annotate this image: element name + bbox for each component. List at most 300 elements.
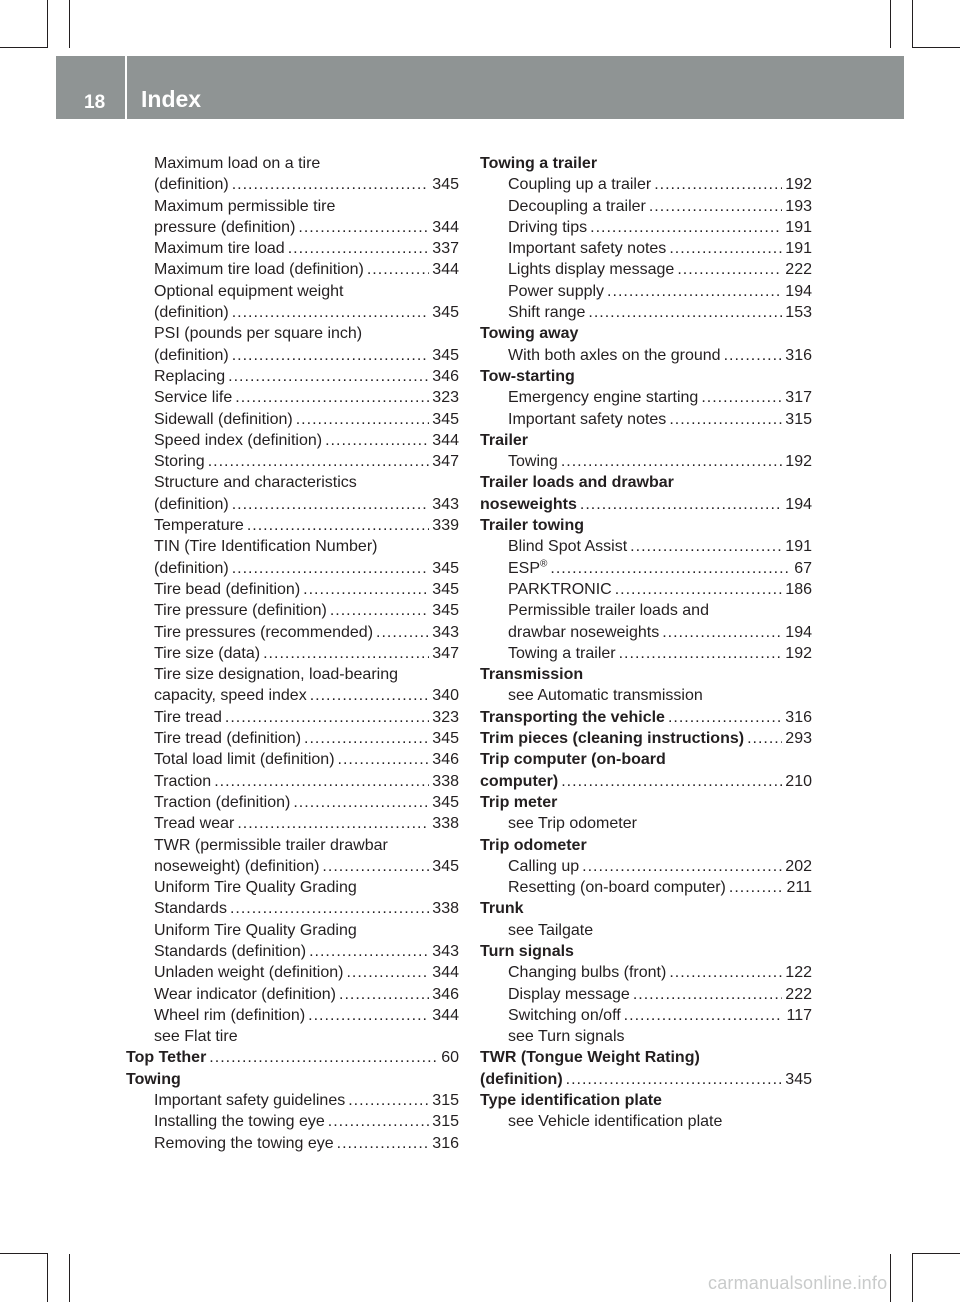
index-entry-page: 345 — [785, 1070, 812, 1088]
index-entry — [480, 196, 812, 217]
index-entry-text — [154, 281, 343, 302]
dot-leader — [230, 898, 429, 919]
index-entry — [480, 366, 812, 387]
dot-leader — [296, 409, 430, 430]
index-entry-text — [480, 472, 674, 493]
index-entry-label: Wear indicator (definition) — [154, 985, 337, 1003]
index-entry-text — [154, 792, 290, 813]
dot-leader — [566, 1069, 783, 1090]
index-entry — [480, 323, 812, 344]
index-entry — [480, 920, 812, 941]
index-entry — [126, 259, 459, 280]
dot-leader — [225, 707, 429, 728]
index-entry-text — [154, 707, 222, 728]
index-entry-text — [508, 302, 585, 323]
index-entry-page: 345 — [432, 559, 459, 577]
index-entry-label: Traction (definition) — [154, 793, 291, 811]
index-entry-page: 191 — [785, 240, 812, 258]
index-entry-text — [508, 238, 666, 259]
index-entry — [126, 1090, 459, 1111]
index-entry-label: Trip odometer — [480, 836, 587, 854]
index-entry — [126, 472, 459, 493]
index-entry-label: noseweights — [480, 495, 577, 513]
index-entry — [480, 1090, 812, 1111]
index-entry-label: Structure and characteristics — [154, 474, 357, 492]
index-entry — [126, 749, 459, 770]
crop-mark — [890, 1254, 891, 1302]
index-entry-page: 191 — [785, 218, 812, 236]
index-entry-text — [154, 579, 300, 600]
index-entry-page: 343 — [432, 942, 459, 960]
index-entry-text — [480, 1090, 662, 1111]
index-entry-page: 193 — [785, 197, 812, 215]
index-entry — [480, 1005, 812, 1026]
dot-leader — [590, 217, 782, 238]
index-entry-label: Tire pressure (definition) — [154, 602, 327, 620]
index-entry-text — [480, 153, 597, 174]
index-entry-label: Service life — [154, 389, 233, 407]
index-entry-page: 346 — [432, 985, 459, 1003]
index-entry-label: Important safety notes — [508, 240, 667, 258]
index-entry-label: Storing — [154, 453, 205, 471]
index-entry-label: Tow-starting — [480, 367, 575, 385]
index-entry — [126, 302, 459, 323]
index-entry-page: 194 — [785, 495, 812, 513]
index-entry-page: 345 — [432, 857, 459, 875]
index-entry-label: Decoupling a trailer — [508, 197, 646, 215]
index-entry-page: 343 — [432, 623, 459, 641]
index-entry-page: 338 — [432, 900, 459, 918]
index-entry — [480, 472, 812, 493]
index-entry-text — [508, 345, 721, 366]
dot-leader — [232, 558, 430, 579]
index-entry-label: Standards — [154, 900, 227, 918]
dot-leader — [550, 558, 791, 579]
dot-leader — [348, 1090, 429, 1111]
dot-leader — [561, 451, 782, 472]
index-entry — [126, 536, 459, 557]
index-entry — [480, 984, 812, 1005]
index-entry-label: With both axles on the ground — [508, 346, 721, 364]
index-entry-text — [480, 941, 574, 962]
index-entry — [126, 813, 459, 834]
dot-leader — [228, 366, 429, 387]
index-entry-label: ESP — [508, 559, 541, 577]
index-entry-page: 122 — [785, 964, 812, 982]
index-entry-label: Standards (definition) — [154, 942, 307, 960]
index-entry — [126, 558, 459, 579]
index-entry-label: Switching on/off — [508, 1006, 621, 1024]
watermark: carmanualsonline.info — [708, 1273, 888, 1293]
index-entry-label: Tire bead (definition) — [154, 580, 301, 598]
crop-mark — [0, 1253, 48, 1254]
crop-mark — [912, 1253, 960, 1254]
index-entry-page: 191 — [785, 538, 812, 556]
dot-leader — [630, 536, 782, 557]
dot-leader — [588, 302, 782, 323]
index-entry — [480, 1069, 812, 1090]
index-entry — [480, 387, 812, 408]
index-entry — [480, 877, 812, 898]
index-entry — [480, 1111, 812, 1132]
index-entry — [126, 1069, 459, 1090]
index-entry-text — [508, 558, 547, 579]
index-entry — [126, 494, 459, 515]
crop-mark — [890, 0, 891, 48]
index-entry — [480, 536, 812, 557]
index-entry — [480, 707, 812, 728]
index-entry-label: drawbar noseweights — [508, 623, 660, 641]
index-entry-text — [508, 281, 604, 302]
index-entry-label: Unladen weight (definition) — [154, 964, 344, 982]
index-entry-text — [154, 771, 211, 792]
index-entry-page: 323 — [432, 389, 459, 407]
index-entry-text — [154, 856, 319, 877]
index-entry-page: 345 — [432, 730, 459, 748]
index-entry — [480, 430, 812, 451]
index-entry-label: Turn signals — [480, 942, 574, 960]
index-entry-text — [154, 302, 229, 323]
index-entry — [480, 813, 812, 834]
index-entry-label: (definition) — [154, 559, 229, 577]
dot-leader — [293, 792, 429, 813]
index-column-right — [480, 153, 812, 1133]
index-entry-text — [154, 1111, 325, 1132]
index-entry-text — [154, 1005, 305, 1026]
index-entry — [480, 558, 812, 579]
index-entry-label: Driving tips — [508, 218, 588, 236]
index-entry-text — [154, 1026, 238, 1047]
index-entry-page: 347 — [432, 453, 459, 471]
index-entry-text — [508, 962, 666, 983]
index-entry-label: Towing — [126, 1070, 181, 1088]
dot-leader — [208, 451, 430, 472]
crop-mark — [69, 0, 70, 48]
index-entry-label: Blind Spot Assist — [508, 538, 628, 556]
index-entry-text — [508, 920, 593, 941]
index-entry-text — [508, 196, 646, 217]
index-entry — [126, 600, 459, 621]
index-entry-text — [154, 962, 343, 983]
index-entry-label: Trailer towing — [480, 517, 585, 535]
index-entry — [480, 238, 812, 259]
index-entry-text — [508, 174, 651, 195]
index-entry-page: 345 — [432, 602, 459, 620]
index-entry-text — [154, 217, 295, 238]
index-entry-page: 344 — [432, 261, 459, 279]
index-entry-text — [508, 409, 666, 430]
index-entry-label: Speed index (definition) — [154, 431, 323, 449]
index-entry-label: (definition) — [154, 346, 229, 364]
index-entry-label: (definition) — [154, 304, 229, 322]
index-entry — [480, 515, 812, 536]
index-entry — [480, 962, 812, 983]
index-entry-label: Trip meter — [480, 793, 558, 811]
index-entry — [480, 771, 812, 792]
index-entry-text — [508, 1111, 722, 1132]
index-entry-page: 317 — [785, 389, 812, 407]
index-entry-page: 344 — [432, 1006, 459, 1024]
index-column-left — [126, 153, 459, 1154]
index-entry — [126, 941, 459, 962]
index-entry-text — [508, 856, 579, 877]
index-entry — [480, 153, 812, 174]
index-entry-label: (definition) — [480, 1070, 563, 1088]
index-entry-text — [154, 813, 234, 834]
index-entry-text — [480, 366, 575, 387]
index-entry — [126, 409, 459, 430]
index-entry-page: 344 — [432, 218, 459, 236]
index-entry-label: Important safety notes — [508, 410, 667, 428]
index-entry-text — [154, 685, 307, 706]
index-entry-page: 60 — [441, 1049, 459, 1067]
index-entry-page: 345 — [432, 176, 459, 194]
dot-leader — [346, 962, 429, 983]
index-entry-text — [480, 1069, 563, 1090]
index-entry — [480, 622, 812, 643]
dot-leader — [729, 877, 784, 898]
dot-leader — [580, 494, 782, 515]
dot-leader — [232, 345, 430, 366]
index-entry-label: (definition) — [154, 176, 229, 194]
header-divider — [125, 56, 127, 119]
index-entry-text — [508, 984, 630, 1005]
index-entry-page: 192 — [785, 176, 812, 194]
dot-leader — [232, 302, 430, 323]
index-entry-label: Tire size (data) — [154, 644, 261, 662]
index-entry-text — [154, 941, 306, 962]
index-entry-label: noseweight) (definition) — [154, 857, 320, 875]
index-entry-page: 202 — [785, 857, 812, 875]
dot-leader — [376, 622, 429, 643]
index-entry-page: 340 — [432, 687, 459, 705]
index-entry-text — [480, 1047, 700, 1068]
index-entry-text — [480, 771, 558, 792]
index-entry — [126, 898, 459, 919]
index-entry-label: Emergency engine starting — [508, 389, 699, 407]
index-entry-label: Maximum permissible tire — [154, 197, 336, 215]
index-entry-label: Towing — [508, 453, 558, 471]
index-entry-text — [508, 579, 612, 600]
index-entry-text — [154, 835, 388, 856]
index-entry — [126, 515, 459, 536]
index-entry — [126, 664, 459, 685]
dot-leader — [669, 409, 782, 430]
dot-leader — [304, 728, 429, 749]
index-entry-text — [508, 622, 659, 643]
index-entry-label: PSI (pounds per square inch) — [154, 325, 363, 343]
dot-leader — [338, 749, 430, 770]
index-entry-label: Replacing — [154, 367, 226, 385]
dot-leader — [339, 984, 429, 1005]
index-entry-text — [154, 643, 260, 664]
index-entry — [480, 345, 812, 366]
dot-leader — [337, 1133, 430, 1154]
index-entry-label: TWR (Tongue Weight Rating) — [480, 1049, 700, 1067]
index-entry-label: Removing the towing eye — [154, 1134, 334, 1152]
dot-leader — [654, 174, 782, 195]
index-entry-text — [508, 1026, 625, 1047]
index-entry-label: see Trip odometer — [508, 815, 637, 833]
index-entry-page: 192 — [785, 644, 812, 662]
index-entry — [480, 1047, 812, 1068]
index-entry-page: 343 — [432, 495, 459, 513]
index-entry-label: Trailer — [480, 431, 529, 449]
index-entry-page: 117 — [786, 1006, 812, 1024]
index-entry-label: Resetting (on-board computer) — [508, 879, 726, 897]
index-entry-text — [154, 536, 377, 557]
index-entry — [480, 281, 812, 302]
index-entry-label: Type identification plate — [480, 1092, 662, 1110]
index-entry — [480, 494, 812, 515]
index-entry-text — [154, 345, 229, 366]
index-entry-label: Uniform Tire Quality Grading — [154, 921, 357, 939]
index-entry-label: see Automatic transmission — [508, 687, 703, 705]
index-entry-page: 338 — [432, 772, 459, 790]
index-entry-page: 67 — [794, 559, 812, 577]
index-entry — [126, 217, 459, 238]
index-entry-label: Towing away — [480, 325, 579, 343]
index-entry-page: 315 — [432, 1113, 459, 1131]
dot-leader — [322, 856, 429, 877]
index-entry-page: 346 — [432, 367, 459, 385]
dot-leader — [624, 1005, 784, 1026]
index-entry-label: Transporting the vehicle — [480, 708, 665, 726]
index-entry-text — [154, 749, 335, 770]
index-entry-label: Temperature — [154, 517, 244, 535]
dot-leader — [619, 643, 783, 664]
index-entry — [480, 792, 812, 813]
index-entry-label: Shift range — [508, 304, 586, 322]
index-entry-text — [508, 451, 558, 472]
index-entry-label: Trailer loads and drawbar — [480, 474, 674, 492]
index-entry-label: Maximum tire load — [154, 240, 285, 258]
index-entry — [126, 707, 459, 728]
page-title: Index — [141, 86, 202, 112]
index-entry — [126, 153, 459, 174]
index-entry-text — [154, 558, 229, 579]
index-entry-text — [126, 1069, 181, 1090]
index-entry-text — [154, 898, 227, 919]
index-entry-text — [154, 728, 301, 749]
index-entry — [480, 835, 812, 856]
dot-leader — [288, 238, 430, 259]
index-entry-page: 347 — [432, 644, 459, 662]
index-entry-label: Towing a trailer — [508, 644, 616, 662]
index-entry-label: Uniform Tire Quality Grading — [154, 879, 357, 897]
index-entry-label: Maximum load on a tire — [154, 155, 321, 172]
index-entry — [480, 302, 812, 323]
index-entry — [480, 941, 812, 962]
index-entry-page: 194 — [785, 282, 812, 300]
index-entry — [126, 174, 459, 195]
index-entry-text — [480, 515, 584, 536]
index-entry — [126, 1005, 459, 1026]
crop-mark — [912, 0, 913, 48]
index-entry-page: 344 — [432, 964, 459, 982]
index-entry-page: 316 — [432, 1134, 459, 1152]
index-entry-label: Maximum tire load (definition) — [154, 261, 364, 279]
dot-leader — [662, 622, 782, 643]
index-entry-label: Trunk — [480, 900, 524, 918]
index-entry-text — [154, 259, 364, 280]
index-entry-text — [154, 409, 293, 430]
index-entry-page: 315 — [432, 1092, 459, 1110]
dot-leader — [298, 217, 429, 238]
registered-mark: ® — [540, 558, 548, 570]
index-entry-label: PARKTRONIC — [508, 580, 612, 598]
dot-leader — [263, 643, 429, 664]
index-entry-text — [154, 1090, 345, 1111]
crop-mark — [69, 1254, 70, 1302]
index-entry-text — [508, 813, 637, 834]
index-entry — [126, 1133, 459, 1154]
dot-leader — [232, 494, 430, 515]
index-entry — [126, 962, 459, 983]
index-entry — [126, 1111, 459, 1132]
index-entry-label: Tire size designation, load-bearing — [154, 666, 398, 684]
dot-leader — [303, 579, 429, 600]
index-entry-text — [508, 536, 627, 557]
index-entry — [126, 622, 459, 643]
index-entry — [480, 579, 812, 600]
index-entry-page: 293 — [785, 730, 812, 748]
index-entry-label: TIN (Tire Identification Number) — [154, 538, 378, 556]
index-entry — [126, 345, 459, 366]
index-entry-text — [480, 898, 524, 919]
dot-leader — [325, 430, 429, 451]
dot-leader — [607, 281, 782, 302]
index-entry-label: Calling up — [508, 857, 580, 875]
index-entry-page: 346 — [432, 751, 459, 769]
dot-leader — [209, 1047, 438, 1068]
index-entry-text — [154, 877, 357, 898]
index-entry — [126, 451, 459, 472]
index-entry-label: Trip computer (on-board — [480, 751, 666, 769]
index-entry — [480, 898, 812, 919]
dot-leader — [582, 856, 782, 877]
index-entry — [480, 174, 812, 195]
index-entry-text — [154, 984, 336, 1005]
index-entry — [126, 685, 459, 706]
index-entry-label: Tire tread (definition) — [154, 730, 302, 748]
index-entry-text — [480, 749, 666, 770]
index-entry-label: Display message — [508, 985, 630, 1003]
dot-leader — [633, 984, 782, 1005]
dot-leader — [310, 685, 430, 706]
index-entry-page: 210 — [785, 772, 812, 790]
index-entry-text — [154, 366, 225, 387]
dot-leader — [724, 345, 783, 366]
index-entry — [126, 366, 459, 387]
index-entry — [480, 643, 812, 664]
index-entry-label: Changing bulbs (front) — [508, 964, 667, 982]
index-entry-page: 194 — [785, 623, 812, 641]
index-entry-text — [508, 259, 674, 280]
index-entry — [480, 259, 812, 280]
index-entry-text — [480, 728, 744, 749]
index-entry-text — [480, 707, 665, 728]
index-entry-label: Total load limit (definition) — [154, 751, 335, 769]
index-entry-page: 316 — [785, 346, 812, 364]
index-entry-text — [480, 323, 578, 344]
dot-leader — [677, 259, 782, 280]
index-entry-page: 345 — [432, 304, 459, 322]
index-entry-page: 337 — [432, 240, 459, 258]
index-entry-label: Tire pressures (recommended) — [154, 623, 374, 641]
index-entry-label: Tread wear — [154, 815, 235, 833]
index-entry-text — [154, 1133, 334, 1154]
